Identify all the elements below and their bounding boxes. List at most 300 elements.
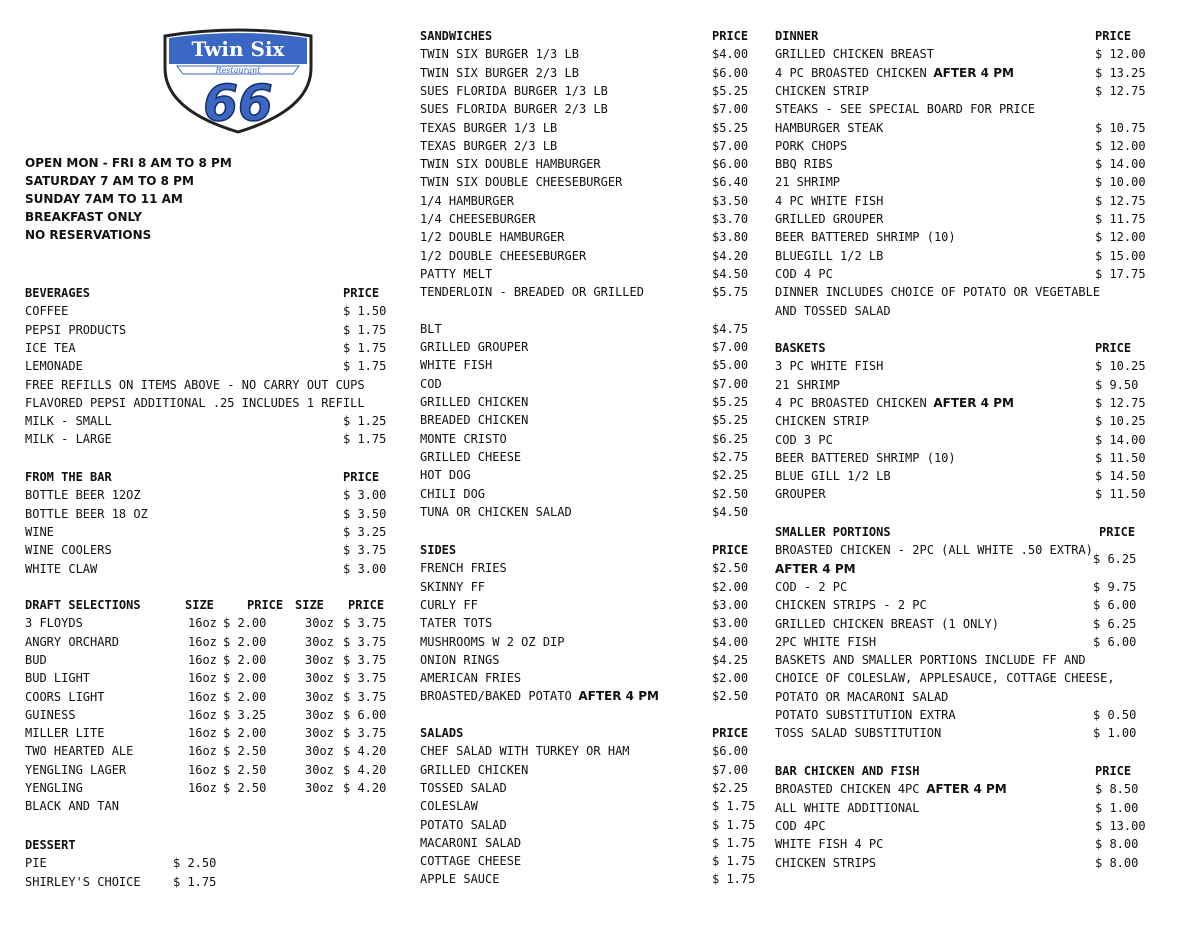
price-small: $ 2.00 bbox=[223, 653, 267, 667]
item-name: GUINESS bbox=[25, 708, 76, 722]
item-price: $4.25 bbox=[712, 653, 749, 667]
menu-item bbox=[420, 356, 750, 374]
item-price: $ 14.00 bbox=[1095, 433, 1146, 447]
item-name: 3 PC WHITE FISH bbox=[775, 359, 884, 373]
menu-item bbox=[420, 559, 750, 577]
item-name: POTATO SUBSTITUTION EXTRA bbox=[775, 708, 956, 722]
item-name: TWIN SIX DOUBLE HAMBURGER bbox=[420, 157, 601, 171]
menu-item bbox=[775, 119, 1146, 137]
menu-item bbox=[775, 192, 1146, 210]
menu-item bbox=[775, 247, 1146, 265]
item-price: $3.00 bbox=[712, 598, 749, 612]
item-name: PIE bbox=[25, 856, 47, 870]
menu-item bbox=[420, 64, 750, 82]
item-name: GRILLED CHICKEN BREAST bbox=[775, 47, 934, 61]
item-name: PEPSI PRODUCTS bbox=[25, 323, 127, 337]
menu-item bbox=[25, 412, 395, 430]
item-price: $ 2.50 bbox=[173, 856, 217, 870]
item-name: COFFEE bbox=[25, 304, 69, 318]
menu-item bbox=[775, 45, 1146, 63]
menu-item bbox=[775, 412, 1146, 430]
menu-item bbox=[420, 852, 756, 870]
item-price: $ 1.00 bbox=[1093, 726, 1137, 740]
size-large: 30oz bbox=[305, 616, 334, 630]
menu-item bbox=[420, 338, 750, 356]
item-name: COD 4PC bbox=[775, 819, 826, 833]
item-name: GRILLED CHICKEN bbox=[420, 763, 529, 777]
logo-name: Twin Six bbox=[191, 37, 285, 61]
item-name: BROASTED/BAKED POTATO bbox=[420, 689, 572, 703]
menu-item bbox=[420, 466, 750, 484]
price-large: $ 4.20 bbox=[343, 763, 387, 777]
hours-line: NO RESERVATIONS bbox=[25, 228, 152, 242]
menu-item bbox=[420, 375, 750, 393]
item-name: HOT DOG bbox=[420, 468, 471, 482]
item-price: $5.25 bbox=[712, 413, 749, 427]
price-small: $ 2.00 bbox=[223, 726, 267, 740]
item-price: $ 15.00 bbox=[1095, 249, 1146, 263]
hours-line: SUNDAY 7AM TO 11 AM bbox=[25, 192, 183, 206]
section-title: DINNER bbox=[775, 29, 819, 43]
item-price: $ 12.75 bbox=[1095, 194, 1146, 208]
item-name: BOTTLE BEER 12OZ bbox=[25, 488, 141, 502]
item-name: BEER BATTERED SHRIMP (10) bbox=[775, 230, 956, 244]
item-name: 1/2 DOUBLE HAMBURGER bbox=[420, 230, 565, 244]
item-name: GRILLED CHICKEN BREAST (1 ONLY) bbox=[775, 617, 999, 631]
draft-row bbox=[25, 614, 395, 632]
sandwiches-header bbox=[420, 27, 750, 45]
item-price: $ 10.25 bbox=[1095, 414, 1146, 428]
menu-item bbox=[775, 228, 1146, 246]
menu-item bbox=[775, 82, 1146, 100]
item-name: GRILLED GROUPER bbox=[420, 340, 529, 354]
item-price: $ 3.25 bbox=[343, 525, 387, 539]
draft-row bbox=[25, 651, 395, 669]
item-price: $7.00 bbox=[712, 139, 749, 153]
item-name: MUSHROOMS W 2 OZ DIP bbox=[420, 635, 565, 649]
item-name: WHITE CLAW bbox=[25, 562, 98, 576]
size-large: 30oz bbox=[305, 708, 334, 722]
price-large: $ 3.75 bbox=[343, 635, 387, 649]
item-price: $2.50 bbox=[712, 689, 749, 703]
item-price: $ 3.00 bbox=[343, 488, 387, 502]
draft-row bbox=[25, 669, 395, 687]
size-small: 16oz bbox=[188, 671, 217, 685]
item-name: CURLY FF bbox=[420, 598, 478, 612]
price-header: PRICE bbox=[343, 286, 380, 300]
menu-item bbox=[775, 137, 1146, 155]
item-name: CHEF SALAD WITH TURKEY OR HAM bbox=[420, 744, 630, 758]
item-price: $ 0.50 bbox=[1093, 708, 1137, 722]
salads-header bbox=[420, 724, 750, 742]
item-price: $ 1.75 bbox=[712, 799, 756, 813]
item-name: TENDERLOIN - BREADED OR GRILLED bbox=[420, 285, 644, 299]
size-header: SIZE bbox=[185, 598, 214, 612]
menu-item bbox=[25, 486, 395, 504]
twin-six-66-logo bbox=[155, 28, 321, 138]
item-name: SKINNY FF bbox=[420, 580, 486, 594]
menu-item bbox=[420, 448, 750, 466]
item-price: $ 1.75 bbox=[343, 341, 387, 355]
item-price: $2.00 bbox=[712, 580, 749, 594]
menu-item bbox=[25, 376, 395, 394]
item-price: $ 9.75 bbox=[1093, 580, 1137, 594]
draft-row bbox=[25, 761, 395, 779]
price-large: $ 3.75 bbox=[343, 726, 387, 740]
size-small: 16oz bbox=[188, 616, 217, 630]
item-price: $4.50 bbox=[712, 267, 749, 281]
item-price: $ 12.00 bbox=[1095, 47, 1146, 61]
item-name: DINNER INCLUDES CHOICE OF POTATO OR VEGETABLE bbox=[775, 285, 1101, 299]
item-name: POTATO SALAD bbox=[420, 818, 507, 832]
menu-item bbox=[775, 302, 1140, 320]
item-price: $4.20 bbox=[712, 249, 749, 263]
price-header: PRICE bbox=[712, 726, 749, 740]
menu-item bbox=[775, 651, 1140, 669]
price-small: $ 2.50 bbox=[223, 744, 267, 758]
item-price: $3.50 bbox=[712, 194, 749, 208]
item-price: $ 17.75 bbox=[1095, 267, 1146, 281]
menu-item bbox=[420, 45, 750, 63]
size-large: 30oz bbox=[305, 635, 334, 649]
menu-item bbox=[775, 283, 1140, 301]
size-small: 16oz bbox=[188, 708, 217, 722]
menu-item bbox=[775, 100, 1140, 118]
menu-item bbox=[775, 357, 1146, 375]
menu-item bbox=[420, 779, 750, 797]
price-small: $ 2.00 bbox=[223, 635, 267, 649]
bar-header bbox=[25, 468, 395, 486]
item-name: BROASTED CHICKEN 4PC bbox=[775, 782, 920, 796]
size-small: 16oz bbox=[188, 726, 217, 740]
section-title: SMALLER PORTIONS bbox=[775, 525, 891, 539]
menu-item bbox=[775, 633, 1140, 651]
menu-item bbox=[775, 596, 1140, 614]
item-name: 4 PC BROASTED CHICKEN bbox=[775, 396, 927, 410]
item-price: $ 1.25 bbox=[343, 414, 387, 428]
item-name: HAMBURGER STEAK bbox=[775, 121, 884, 135]
item-price: $ 12.75 bbox=[1095, 396, 1146, 410]
item-price: $7.00 bbox=[712, 763, 749, 777]
item-name: BUD bbox=[25, 653, 47, 667]
item-name: TEXAS BURGER 1/3 LB bbox=[420, 121, 558, 135]
item-note-bold: AFTER 4 PM bbox=[775, 562, 856, 576]
item-name: COD 3 PC bbox=[775, 433, 833, 447]
item-price: $ 1.75 bbox=[343, 323, 387, 337]
hours-line: SATURDAY 7 AM TO 8 PM bbox=[25, 174, 194, 188]
item-price: $ 1.75 bbox=[343, 359, 387, 373]
item-name: ANGRY ORCHARD bbox=[25, 635, 119, 649]
item-price: $ 1.75 bbox=[712, 872, 756, 886]
draft-row bbox=[25, 688, 395, 706]
item-name: BROASTED CHICKEN - 2PC (ALL WHITE .50 EXTRA) bbox=[775, 543, 1093, 557]
item-price: $ 8.00 bbox=[1095, 856, 1139, 870]
item-note-bold: AFTER 4 PM bbox=[926, 782, 1007, 796]
item-price: $7.00 bbox=[712, 340, 749, 354]
item-name: ALL WHITE ADDITIONAL bbox=[775, 801, 920, 815]
item-price: $3.70 bbox=[712, 212, 749, 226]
item-name: POTATO OR MACARONI SALAD bbox=[775, 690, 949, 704]
sides-header bbox=[420, 541, 750, 559]
item-name: CHICKEN STRIPS bbox=[775, 856, 877, 870]
item-name: AMERICAN FRIES bbox=[420, 671, 522, 685]
item-price: $ 10.25 bbox=[1095, 359, 1146, 373]
price-large: $ 4.20 bbox=[343, 744, 387, 758]
item-name: SHIRLEY'S CHOICE bbox=[25, 875, 141, 889]
price-header: PRICE bbox=[1099, 525, 1136, 539]
menu-item bbox=[420, 669, 750, 687]
price-header: PRICE bbox=[712, 29, 749, 43]
hours-line: BREAKFAST ONLY bbox=[25, 210, 142, 224]
menu-item bbox=[420, 393, 750, 411]
item-name: ONION RINGS bbox=[420, 653, 500, 667]
menu-item bbox=[775, 669, 1140, 687]
item-name: MILLER LITE bbox=[25, 726, 105, 740]
section-title: BASKETS bbox=[775, 341, 826, 355]
item-name: TWIN SIX BURGER 2/3 LB bbox=[420, 66, 579, 80]
item-price: $ 1.75 bbox=[712, 836, 756, 850]
item-name: PORK CHOPS bbox=[775, 139, 848, 153]
menu-item bbox=[420, 265, 750, 283]
item-price: $ 3.00 bbox=[343, 562, 387, 576]
item-price: $ 1.75 bbox=[173, 875, 217, 889]
item-name: MONTE CRISTO bbox=[420, 432, 507, 446]
menu-item bbox=[420, 578, 750, 596]
price-large: $ 6.00 bbox=[343, 708, 387, 722]
size-large: 30oz bbox=[305, 781, 334, 795]
item-name: COORS LIGHT bbox=[25, 690, 105, 704]
menu-item bbox=[420, 411, 750, 429]
item-name: LEMONADE bbox=[25, 359, 83, 373]
barchicken-header bbox=[775, 762, 1140, 780]
menu-item bbox=[420, 761, 750, 779]
menu-item bbox=[420, 119, 750, 137]
item-price: $ 8.00 bbox=[1095, 837, 1139, 851]
item-name: GRILLED GROUPER bbox=[775, 212, 884, 226]
item-name: FREE REFILLS ON ITEMS ABOVE - NO CARRY OUT CUPS bbox=[25, 378, 365, 392]
menu-item bbox=[775, 854, 1140, 872]
item-name: WINE COOLERS bbox=[25, 543, 112, 557]
menu-item bbox=[25, 430, 395, 448]
item-name: COLESLAW bbox=[420, 799, 478, 813]
size-large: 30oz bbox=[305, 690, 334, 704]
menu-item bbox=[420, 596, 750, 614]
price-large: $ 3.75 bbox=[343, 616, 387, 630]
item-price: $6.40 bbox=[712, 175, 749, 189]
item-price: $ 1.50 bbox=[343, 304, 387, 318]
menu-item bbox=[25, 339, 395, 357]
hours-block bbox=[25, 154, 232, 244]
menu-item bbox=[420, 82, 750, 100]
menu-item bbox=[775, 615, 1140, 633]
menu-item bbox=[420, 651, 750, 669]
item-name: BOTTLE BEER 18 OZ bbox=[25, 507, 148, 521]
price-header: PRICE bbox=[247, 598, 284, 612]
item-name: TEXAS BURGER 2/3 LB bbox=[420, 139, 558, 153]
item-price: $ 6.25 bbox=[1093, 552, 1137, 566]
menu-item bbox=[25, 541, 395, 559]
menu-item bbox=[775, 688, 1140, 706]
price-large: $ 3.75 bbox=[343, 671, 387, 685]
menu-item bbox=[25, 560, 395, 578]
menu-item bbox=[775, 265, 1146, 283]
item-price: $ 3.50 bbox=[343, 507, 387, 521]
item-price: $ 8.50 bbox=[1095, 782, 1139, 796]
item-price: $ 12.75 bbox=[1095, 84, 1146, 98]
menu-item bbox=[775, 210, 1146, 228]
size-large: 30oz bbox=[305, 671, 334, 685]
draft-row bbox=[25, 706, 395, 724]
item-price: $2.75 bbox=[712, 450, 749, 464]
draft-row bbox=[25, 742, 395, 760]
item-name: BBQ RIBS bbox=[775, 157, 833, 171]
item-price: $ 1.75 bbox=[712, 854, 756, 868]
price-large: $ 4.20 bbox=[343, 781, 387, 795]
item-price: $ 10.00 bbox=[1095, 175, 1146, 189]
item-price: $5.75 bbox=[712, 285, 749, 299]
item-name: BUD LIGHT bbox=[25, 671, 91, 685]
item-name: PATTY MELT bbox=[420, 267, 493, 281]
item-price: $2.00 bbox=[712, 671, 749, 685]
item-price: $ 10.75 bbox=[1095, 121, 1146, 135]
item-name: 2PC WHITE FISH bbox=[775, 635, 877, 649]
menu-item bbox=[420, 614, 750, 632]
menu-item bbox=[775, 706, 1140, 724]
menu-item bbox=[420, 302, 750, 320]
menu-item bbox=[25, 321, 395, 339]
menu-item bbox=[420, 247, 750, 265]
menu-item bbox=[420, 870, 756, 888]
size-small: 16oz bbox=[188, 763, 217, 777]
item-note-bold: AFTER 4 PM bbox=[933, 396, 1014, 410]
item-price: $ 11.50 bbox=[1095, 487, 1146, 501]
section-title: SALADS bbox=[420, 726, 464, 740]
item-name: AND TOSSED SALAD bbox=[775, 304, 891, 318]
item-price: $7.00 bbox=[712, 102, 749, 116]
section-title: FROM THE BAR bbox=[25, 470, 112, 484]
item-price: $2.50 bbox=[712, 561, 749, 575]
item-price: $2.50 bbox=[712, 487, 749, 501]
section-title: SIDES bbox=[420, 543, 457, 557]
size-small: 16oz bbox=[188, 690, 217, 704]
item-name: CHOICE OF COLESLAW, APPLESAUCE, COTTAGE CHEESE, bbox=[775, 671, 1115, 685]
section-title: BEVERAGES bbox=[25, 286, 91, 300]
section-title: DESSERT bbox=[25, 838, 76, 852]
item-name: FLAVORED PEPSI ADDITIONAL .25 INCLUDES 1 REFILL bbox=[25, 396, 365, 410]
item-name: BLACK AND TAN bbox=[25, 799, 119, 813]
item-name: SUES FLORIDA BURGER 2/3 LB bbox=[420, 102, 608, 116]
item-name: ICE TEA bbox=[25, 341, 76, 355]
menu-item bbox=[420, 834, 756, 852]
size-large: 30oz bbox=[305, 763, 334, 777]
menu-item bbox=[25, 357, 395, 375]
item-name: 1/4 HAMBURGER bbox=[420, 194, 514, 208]
size-large: 30oz bbox=[305, 726, 334, 740]
item-name: WINE bbox=[25, 525, 54, 539]
menu-item bbox=[25, 523, 395, 541]
item-name: YENGLING bbox=[25, 781, 83, 795]
item-name: COD bbox=[420, 377, 442, 391]
item-price: $3.00 bbox=[712, 616, 749, 630]
item-note-bold: AFTER 4 PM bbox=[933, 66, 1014, 80]
item-price: $5.00 bbox=[712, 358, 749, 372]
menu-item bbox=[775, 376, 1140, 394]
item-name: 21 SHRIMP bbox=[775, 175, 841, 189]
dinner-header bbox=[775, 27, 1140, 45]
item-price: $4.50 bbox=[712, 505, 749, 519]
menu-item bbox=[775, 155, 1146, 173]
item-price: $5.25 bbox=[712, 121, 749, 135]
item-price: $ 9.50 bbox=[1095, 378, 1139, 392]
item-name: MACARONI SALAD bbox=[420, 836, 522, 850]
menu-item bbox=[775, 449, 1146, 467]
price-small: $ 2.00 bbox=[223, 690, 267, 704]
item-name: STEAKS - SEE SPECIAL BOARD FOR PRICE bbox=[775, 102, 1036, 116]
menu-item bbox=[775, 835, 1140, 853]
item-price: $ 6.25 bbox=[1093, 617, 1137, 631]
item-name: CHICKEN STRIP bbox=[775, 84, 869, 98]
menu-item bbox=[420, 192, 750, 210]
menu-item bbox=[420, 210, 750, 228]
menu-item bbox=[420, 173, 750, 191]
item-name: GRILLED CHEESE bbox=[420, 450, 522, 464]
price-header: PRICE bbox=[1095, 341, 1132, 355]
item-price: $ 3.75 bbox=[343, 543, 387, 557]
draft-row bbox=[25, 779, 395, 797]
section-title: DRAFT SELECTIONS bbox=[25, 598, 141, 612]
item-price: $6.00 bbox=[712, 157, 749, 171]
size-small: 16oz bbox=[188, 744, 217, 758]
item-name: COD - 2 PC bbox=[775, 580, 848, 594]
menu-item bbox=[775, 578, 1140, 596]
menu-item bbox=[25, 394, 395, 412]
menu-item bbox=[25, 854, 395, 872]
item-price: $ 11.50 bbox=[1095, 451, 1146, 465]
item-name: BASKETS AND SMALLER PORTIONS INCLUDE FF AND bbox=[775, 653, 1086, 667]
item-price: $ 1.00 bbox=[1095, 801, 1139, 815]
menu-item bbox=[420, 137, 750, 155]
item-name: BEER BATTERED SHRIMP (10) bbox=[775, 451, 956, 465]
price-small: $ 2.50 bbox=[223, 763, 267, 777]
menu-item bbox=[420, 633, 750, 651]
item-name: 3 FLOYDS bbox=[25, 616, 83, 630]
item-price: $5.25 bbox=[712, 84, 749, 98]
logo-sub: Restaurant bbox=[215, 66, 261, 75]
item-name: TOSSED SALAD bbox=[420, 781, 507, 795]
item-name: 1/2 DOUBLE CHEESEBURGER bbox=[420, 249, 587, 263]
smaller-header bbox=[775, 523, 1140, 541]
section-title: SANDWICHES bbox=[420, 29, 493, 43]
menu-item bbox=[25, 505, 395, 523]
draft-row bbox=[25, 633, 395, 651]
menu-item bbox=[420, 816, 756, 834]
item-price: $6.25 bbox=[712, 432, 749, 446]
menu-item bbox=[775, 394, 1146, 412]
menu-item bbox=[420, 797, 756, 815]
menu-item bbox=[775, 431, 1146, 449]
item-name: 4 PC WHITE FISH bbox=[775, 194, 884, 208]
menu-item bbox=[420, 283, 750, 301]
item-name: BLT bbox=[420, 322, 442, 336]
item-name: CHICKEN STRIPS - 2 PC bbox=[775, 598, 927, 612]
item-price: $ 1.75 bbox=[712, 818, 756, 832]
price-header: PRICE bbox=[343, 470, 380, 484]
size-header: SIZE bbox=[295, 598, 324, 612]
item-name: BLUEGILL 1/2 LB bbox=[775, 249, 884, 263]
price-small: $ 2.00 bbox=[223, 616, 267, 630]
item-price: $6.00 bbox=[712, 744, 749, 758]
menu-item bbox=[420, 320, 750, 338]
